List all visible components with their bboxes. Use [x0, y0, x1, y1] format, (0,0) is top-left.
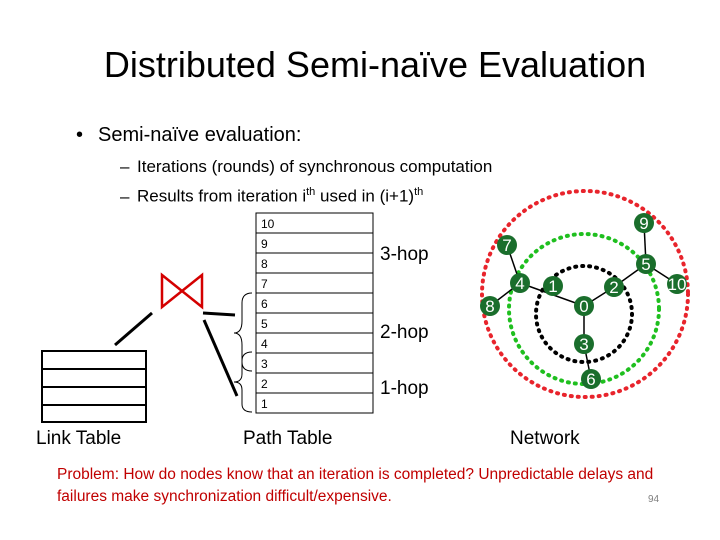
dash-icon: –	[120, 186, 130, 206]
connector-line	[115, 313, 152, 345]
network-node-label: 9	[639, 214, 649, 233]
subbullet-2-text-a: Results from iteration i	[137, 186, 307, 206]
subbullet-1-text: Iterations (rounds) of synchronous computation	[137, 157, 493, 176]
superscript-th-2: th	[414, 186, 424, 198]
network-node-label: 6	[586, 370, 596, 389]
network-node-label: 10	[667, 275, 687, 294]
subbullet-2-text-b: used in (i+1)	[320, 186, 415, 206]
path-table-cell: 8	[261, 257, 268, 271]
path-table-cell: 10	[261, 217, 275, 231]
path-table-cell: 1	[261, 397, 268, 411]
superscript-th-1: th	[306, 186, 316, 198]
network-node-label: 0	[579, 297, 589, 316]
link-table-label: Link Table	[36, 428, 122, 449]
path-table-cell: 4	[261, 337, 268, 351]
problem-statement: Problem: How do nodes know that an iteration is completed? Unpredictable delays and failures make synchronization difficult/expensive.	[57, 466, 654, 505]
network-node-label: 7	[502, 236, 512, 255]
path-table-cell: 2	[261, 377, 268, 391]
bullet-dot-icon: •	[76, 124, 84, 146]
join-icon	[162, 275, 202, 307]
network-node-label: 8	[485, 297, 495, 316]
hop-label-1: 1-hop	[380, 378, 429, 399]
brace-upper	[234, 293, 252, 371]
path-table	[256, 213, 373, 413]
dash-icon: –	[120, 157, 130, 176]
path-table-cell: 5	[261, 317, 268, 331]
page-number: 94	[648, 494, 660, 505]
network-label: Network	[510, 428, 580, 449]
path-table-cell: 6	[261, 297, 268, 311]
connector-line	[204, 320, 237, 396]
slide-title: Distributed Semi-naïve Evaluation	[103, 44, 647, 85]
hop-label-2: 2-hop	[380, 322, 429, 343]
network-node-label: 5	[641, 255, 651, 274]
network-node-label: 3	[579, 335, 589, 354]
network-rings	[482, 191, 688, 397]
brace-lower	[234, 352, 252, 412]
network-node-label: 4	[515, 274, 525, 293]
path-table-label: Path Table	[243, 428, 333, 449]
path-table-cell: 9	[261, 237, 268, 251]
network-node-label: 2	[609, 278, 619, 297]
join-connectors	[115, 313, 237, 396]
hop-label-3: 3-hop	[380, 244, 429, 265]
path-table-cell: 3	[261, 357, 268, 371]
network-node-label: 1	[548, 277, 558, 296]
main-bullet-text: Semi-naïve evaluation:	[98, 124, 302, 146]
path-table-cell: 7	[261, 277, 268, 291]
connector-line	[203, 313, 235, 315]
link-table	[42, 351, 146, 422]
